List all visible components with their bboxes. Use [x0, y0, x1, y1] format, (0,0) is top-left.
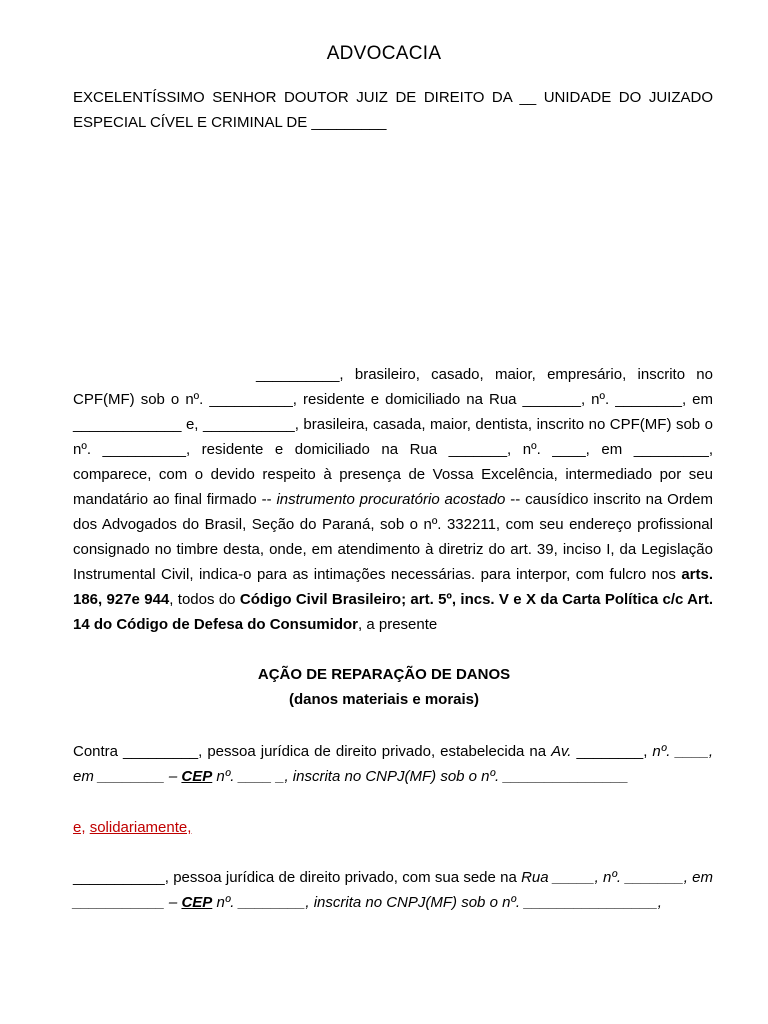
action-title: AÇÃO DE REPARAÇÃO DE DANOS	[257, 666, 511, 683]
defendant-1-italic-2: nº. ____, em ________ –	[73, 743, 713, 785]
intro-bold-articles: arts. 186, 927e 944	[73, 566, 713, 608]
defendant-1-cep: CEP	[181, 768, 213, 785]
solidarity-word: solidariamente,	[89, 819, 192, 836]
defendant-1-paragraph	[73, 739, 713, 789]
intro-text-1: __________, brasileiro, casado, maior, empresário, inscrito no CPF(MF) sob o nº. __________, residente e domiciliado na Rua _______, nº. ________, em _____________ e, ___________, brasileira, casada, maior, dentista, inscrito no CPF(MF) sob o nº. __________, residente e domiciliado na Rua _______, nº. ____, em _________, comparece, com o devido respeito à presença de Vossa Excelência, intermediado por seu mandatário ao final firmado --	[73, 366, 713, 508]
defendant-2-italic-1: Rua _____, nº. _______, em ___________ –	[73, 869, 713, 911]
intro-paragraph	[73, 362, 713, 637]
intro-bold-codes: Código Civil Brasileiro; art. 5º, incs. V e X da Carta Política c/c Art. 14 do Código de Defesa do Consumidor	[73, 591, 713, 633]
intro-text-4: , a presente	[358, 616, 438, 633]
defendant-2-paragraph	[73, 865, 713, 915]
intro-text-2: -- causídico inscrito na Ordem dos Advogados do Brasil, Seção do Paraná, sob o nº. 332211, com seu endereço profissional consignado no timbre desta, onde, em atendimento à diretriz do art. 39, inciso I, da Legislação Instrumental Civil, indica-o para as intimações necessárias. para interpor, com fulcro nos	[73, 491, 713, 583]
defendant-1-italic-3: nº. ____ _, inscrita no CNPJ(MF) sob o nº. _______________	[212, 768, 629, 785]
defendant-2-cep: CEP	[181, 894, 213, 911]
defendant-2-text-1: ___________, pessoa jurídica de direito privado, com sua sede na	[73, 869, 522, 886]
solidarity-line	[73, 815, 713, 840]
solidarity-e: e,	[73, 819, 86, 836]
document-title: ADVOCACIA	[326, 43, 442, 64]
intro-italic: instrumento procuratório acostado	[276, 491, 506, 508]
defendant-1-italic-1: Av.	[551, 743, 572, 760]
defendant-1-text-2: ________,	[571, 743, 653, 760]
action-subtitle: (danos materiais e morais)	[288, 691, 480, 708]
addressee-paragraph: EXCELENTÍSSIMO SENHOR DOUTOR JUIZ DE DIREITO DA __ UNIDADE DO JUIZADO ESPECIAL CÍVEL E CRIMINAL DE _________	[73, 89, 713, 131]
intro-text-3: , todos do	[169, 591, 240, 608]
defendant-2-italic-2: nº. ________, inscrita no CNPJ(MF) sob o nº. ________________,	[212, 894, 662, 911]
defendant-1-text-1: Contra _________, pessoa jurídica de direito privado, estabelecida na	[73, 743, 552, 760]
